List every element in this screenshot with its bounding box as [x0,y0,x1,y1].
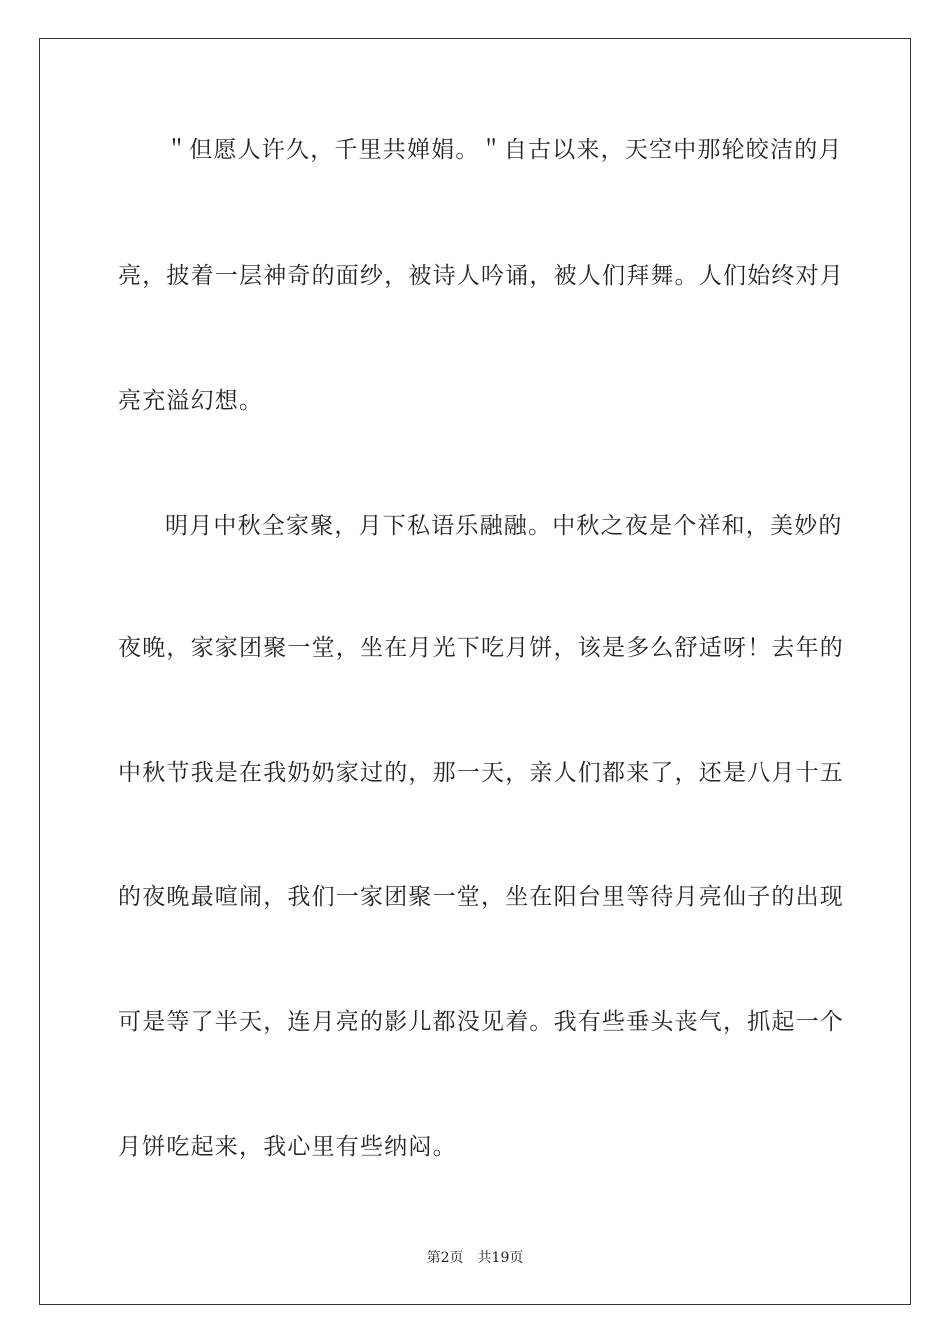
page-number: 第2页 [426,1250,464,1266]
paragraph-1-line-3: 亮充溢幻想。 [118,388,264,414]
paragraph-1-line-1: ＂但愿人许久，千里共婵娟。＂自古以来，天空中那轮皎洁的月 [165,137,843,163]
paragraph-2-line-3: 中秋节我是在我奶奶家过的，那一天，亲人们都来了，还是八月十五 [118,760,844,786]
paragraph-2-line-5: 可是等了半天，连月亮的影儿都没见着。我有些垂头丧气，抓起一个 [118,1009,844,1035]
page-border [39,38,911,1305]
paragraph-2-line-2: 夜晚，家家团聚一堂，坐在月光下吃月饼，该是多么舒适呀！去年的 [118,635,844,661]
paragraph-2-line-4: 的夜晚最喧闹，我们一家团聚一堂，坐在阳台里等待月亮仙子的出现 [118,884,844,910]
paragraph-2-line-6: 月饼吃起来，我心里有些纳闷。 [118,1134,457,1160]
page-total: 共19页 [477,1250,524,1266]
paragraph-1-line-2: 亮，披着一层神奇的面纱，被诗人吟诵，被人们拜舞。人们始终对月 [118,263,844,289]
page-footer [0,1247,950,1267]
paragraph-2-line-1: 明月中秋全家聚，月下私语乐融融。中秋之夜是个祥和，美妙的 [165,513,843,539]
